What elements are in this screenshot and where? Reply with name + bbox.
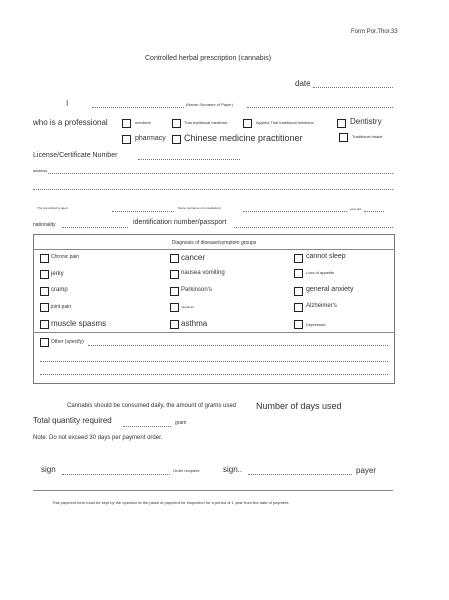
- page-title: Controlled herbal prescription (cannabis): [145, 55, 272, 62]
- footer-divider: [33, 490, 393, 491]
- other-checkbox[interactable]: [40, 338, 49, 347]
- other-label: Other (specify): [51, 339, 84, 345]
- years-hint: year-old: [350, 207, 361, 211]
- license-field[interactable]: [138, 159, 240, 160]
- muscle-spasms-checkbox[interactable]: [40, 320, 49, 329]
- prescriber-name-hint: The prescribed is aged: [37, 206, 68, 210]
- cramp-label: cramp: [51, 287, 68, 293]
- sign2-label: sign..: [223, 465, 243, 474]
- jerky-checkbox[interactable]: [40, 270, 49, 279]
- address-field-1[interactable]: [48, 173, 393, 174]
- general-anxiety-checkbox[interactable]: [294, 287, 303, 296]
- table-divider: [33, 249, 395, 250]
- thai-traditional-label: Thai traditional medicine: [184, 120, 228, 125]
- order-recipient-label: Order recipient: [173, 468, 200, 473]
- chronic-pain-checkbox[interactable]: [40, 254, 49, 263]
- medicine-checkbox[interactable]: [122, 119, 131, 128]
- total-quantity-field[interactable]: [123, 426, 171, 427]
- patient-name-field[interactable]: [112, 211, 174, 212]
- address-field-2[interactable]: [33, 189, 393, 190]
- payer-name-field-1[interactable]: [92, 107, 184, 108]
- footer-text: This payment form must be kept by the operator at the place of payment for inspection for a period of 1 year from the date of payment.: [52, 500, 290, 505]
- address-label: address: [33, 168, 48, 173]
- thai-traditional-checkbox[interactable]: [172, 119, 181, 128]
- consumed-text: Cannabis should be consumed daily, the amount of grams used: [67, 403, 236, 409]
- payer-signature-field[interactable]: [248, 474, 352, 475]
- loss-appetite-label: Loss of appetite: [306, 270, 335, 275]
- muscle-spasms-label: muscle spasms: [51, 319, 107, 328]
- chronic-pain-label: Chronic pain: [51, 254, 80, 260]
- days-used-label: Number of days used: [256, 401, 342, 411]
- traditional-healer-checkbox[interactable]: [339, 133, 348, 142]
- migraine-checkbox[interactable]: [170, 303, 179, 312]
- i-label: I: [66, 99, 69, 108]
- other-field-1[interactable]: [88, 345, 388, 346]
- parkinsons-label: Parkinson's: [181, 287, 212, 293]
- jerky-label: jerky: [51, 271, 64, 277]
- nausea-label: nausea vomiting: [181, 270, 225, 276]
- parkinsons-checkbox[interactable]: [170, 287, 179, 296]
- sign-label: sign: [41, 465, 56, 474]
- migraine-label: migraines: [181, 305, 195, 309]
- cannot-sleep-label: cannot sleep: [306, 253, 346, 260]
- chinese-medicine-label: Chinese medicine practitioner: [184, 133, 303, 143]
- medicine-label: medicine: [135, 120, 152, 125]
- form-number: Form Por.Thor.33: [351, 29, 398, 35]
- applied-thai-label: Applied Thai traditional medicine: [256, 120, 314, 125]
- cancer-checkbox[interactable]: [170, 254, 179, 263]
- payer-name-hint: (Name-Surname of Payer): [186, 102, 233, 107]
- cannot-sleep-checkbox[interactable]: [294, 254, 303, 263]
- alzheimers-label: Alzheimer's: [306, 303, 337, 309]
- nationality-field[interactable]: [62, 227, 128, 228]
- dentistry-checkbox[interactable]: [337, 119, 346, 128]
- cancer-label: cancer: [181, 253, 206, 262]
- asthma-label: asthma: [181, 319, 208, 328]
- other-field-3[interactable]: [40, 374, 388, 375]
- professional-label: who is a professional: [33, 118, 108, 127]
- loss-appetite-checkbox[interactable]: [294, 269, 303, 278]
- chinese-medicine-checkbox[interactable]: [172, 135, 181, 144]
- id-label: identification number/passport: [133, 219, 227, 226]
- other-field-2[interactable]: [40, 361, 388, 362]
- payer-name-field-2[interactable]: [247, 107, 393, 108]
- joint-pain-label: joint pain: [51, 304, 72, 310]
- asthma-checkbox[interactable]: [170, 320, 179, 329]
- total-quantity-label: Total quantity required: [33, 416, 112, 425]
- applied-thai-checkbox[interactable]: [243, 119, 252, 128]
- date-label: date: [295, 79, 311, 88]
- note-text: Note: Do not exceed 30 days per payment order.: [33, 435, 163, 441]
- cramp-checkbox[interactable]: [40, 287, 49, 296]
- depressed-label: Depressed: [306, 322, 326, 327]
- diagnosis-header: Diagnosis of disease/symptom groups: [171, 240, 257, 246]
- table-divider-other: [33, 332, 395, 333]
- id-field[interactable]: [234, 227, 393, 228]
- consultant-name-hint: Name (surname of consultation): [178, 206, 221, 210]
- joint-pain-checkbox[interactable]: [40, 303, 49, 312]
- dentistry-label: Dentistry: [350, 117, 382, 126]
- pharmacy-checkbox[interactable]: [122, 135, 131, 144]
- recipient-signature-field[interactable]: [62, 474, 170, 475]
- nationality-label: nationality: [33, 222, 56, 228]
- nausea-checkbox[interactable]: [170, 270, 179, 279]
- gram-label: gram: [175, 420, 187, 426]
- consultant-name-field[interactable]: [243, 211, 347, 212]
- date-field[interactable]: [313, 87, 393, 88]
- pharmacy-label: pharmacy: [135, 135, 166, 142]
- payer-label: payer: [356, 466, 377, 475]
- traditional-healer-label: Traditional healer: [352, 134, 383, 139]
- depressed-checkbox[interactable]: [294, 320, 303, 329]
- license-label: License/Certificate Number: [33, 152, 118, 159]
- alzheimers-checkbox[interactable]: [294, 303, 303, 312]
- general-anxiety-label: general anxiety: [306, 286, 354, 293]
- age-field[interactable]: [364, 211, 384, 212]
